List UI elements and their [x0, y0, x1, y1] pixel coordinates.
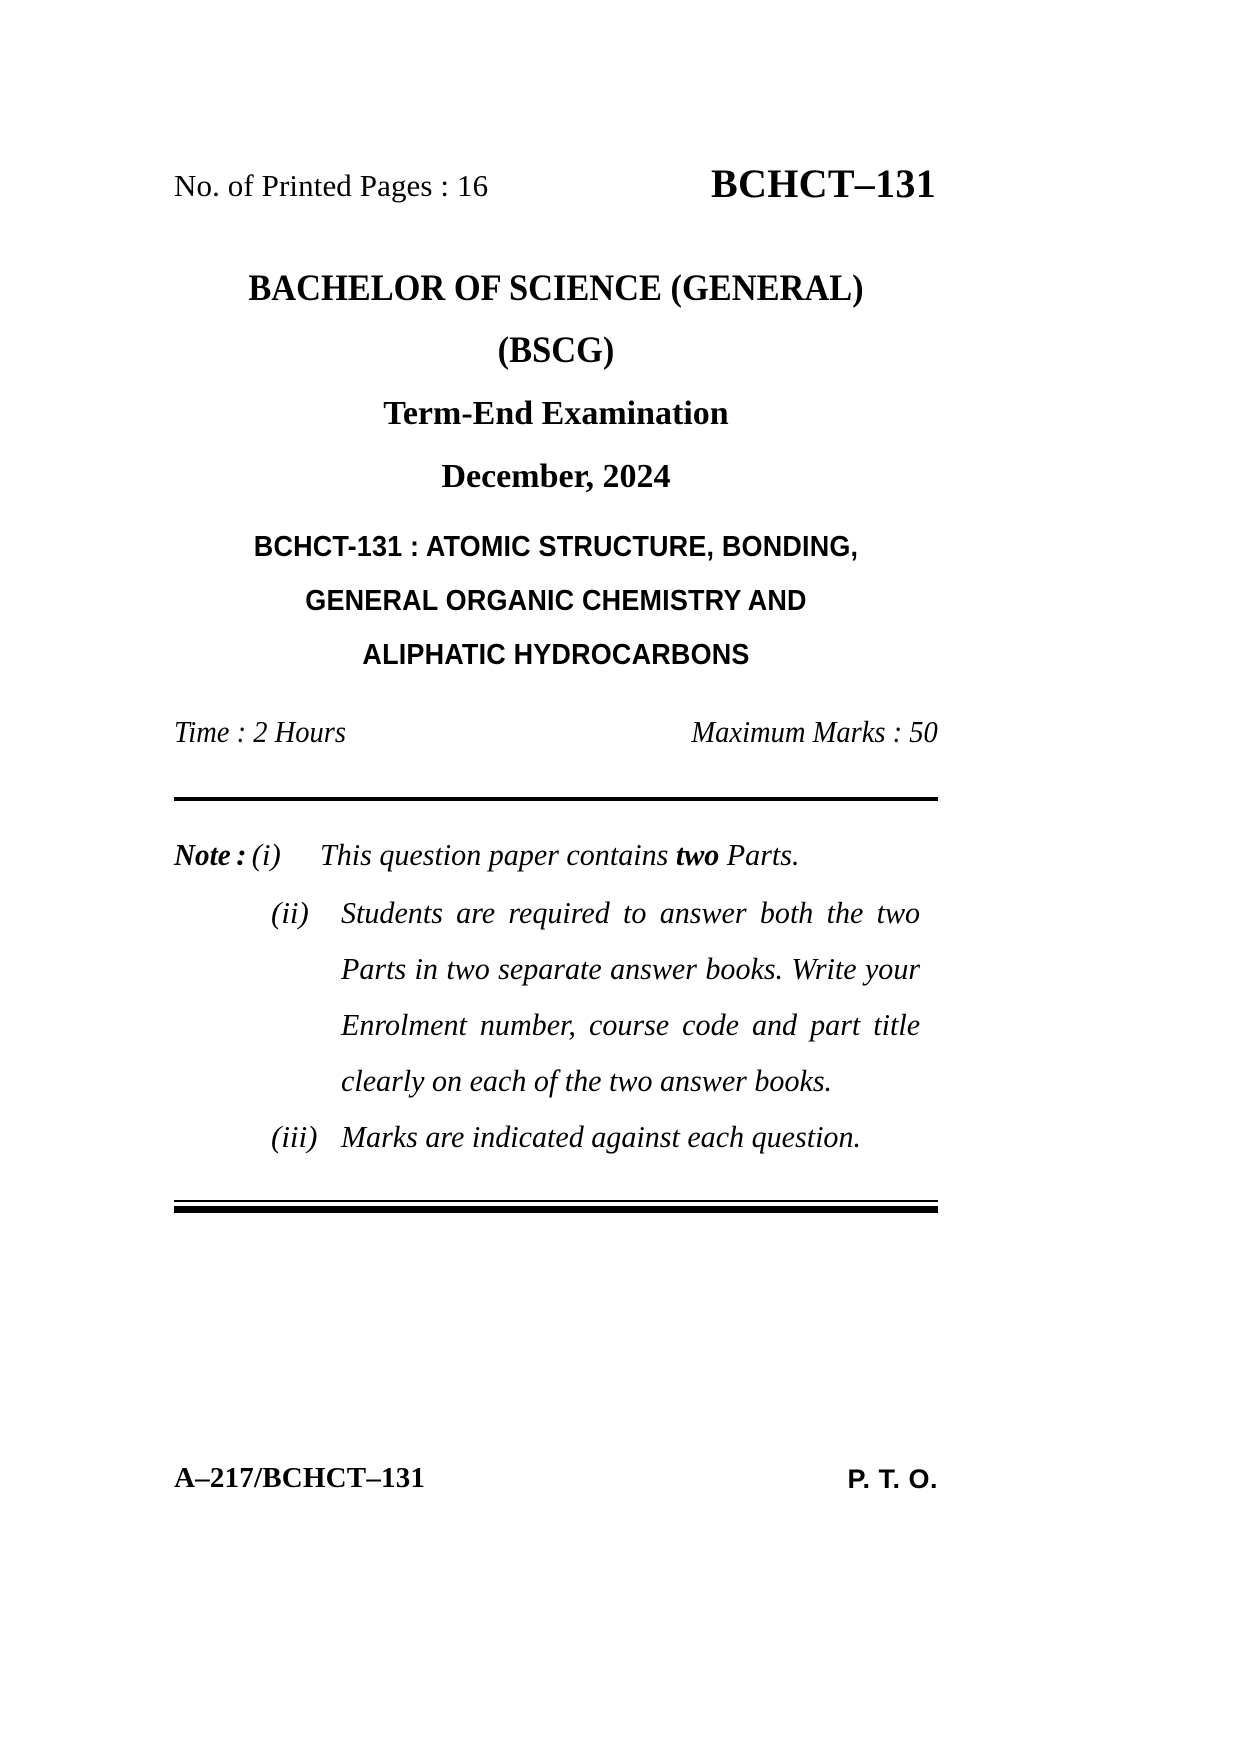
instructions-block	[174, 827, 938, 1165]
exam-info-row	[174, 714, 938, 760]
instruction-marker-iii: (iii)	[271, 1119, 318, 1154]
degree-abbreviation: (BSCG)	[497, 330, 615, 371]
footer-paper-code: A–217/BCHCT–131	[174, 1462, 426, 1494]
examination-date: December, 2024	[441, 458, 671, 495]
subject-title-line-3: ALIPHATIC HYDROCARBONS	[362, 639, 750, 671]
instruction-text-i-emphasis: two	[675, 837, 719, 872]
course-code-heading: BCHCT–131	[711, 161, 936, 206]
divider-rule-bottom-thick	[174, 1206, 938, 1213]
note-label: Note	[174, 837, 231, 872]
examination-type: Term-End Examination	[383, 395, 729, 432]
instruction-marker-ii: (ii)	[271, 895, 309, 930]
subject-title-line-1: BCHCT-131 : ATOMIC STRUCTURE, BONDING,	[253, 531, 859, 563]
instruction-item-iii	[271, 1109, 938, 1165]
subject-title-block	[174, 520, 938, 682]
subject-title-line-2: GENERAL ORGANIC CHEMISTRY AND	[305, 585, 807, 617]
instruction-text-i	[320, 827, 920, 883]
instruction-text-iii: Marks are indicated against each question.	[341, 1119, 862, 1154]
instruction-marker-i: (i)	[251, 837, 281, 872]
maximum-marks: Maximum Marks : 50	[691, 714, 938, 749]
footer-pto: P. T. O.	[847, 1464, 938, 1494]
page-header	[174, 160, 938, 222]
divider-rule-top	[174, 797, 938, 801]
page-footer	[174, 1462, 938, 1502]
page-content	[174, 0, 938, 1213]
divider-rule-bottom	[174, 1200, 938, 1213]
instruction-text-i-after: Parts.	[718, 837, 800, 872]
note-colon: :	[236, 837, 247, 872]
instruction-item-ii	[271, 885, 938, 1109]
exam-duration: Time : 2 Hours	[174, 714, 346, 749]
degree-title: BACHELOR OF SCIENCE (GENERAL)	[248, 268, 864, 309]
instruction-text-i-before: This question paper contains	[319, 837, 676, 872]
printed-pages-count: No. of Printed Pages : 16	[174, 168, 489, 203]
instruction-text-ii: Students are required to answer both the two Parts in two separate answer books. Write your Enrolment number, course code and part title clearly on each of the two answer books.	[341, 895, 921, 1098]
program-heading-block	[174, 258, 938, 508]
instruction-item-i	[174, 827, 938, 883]
